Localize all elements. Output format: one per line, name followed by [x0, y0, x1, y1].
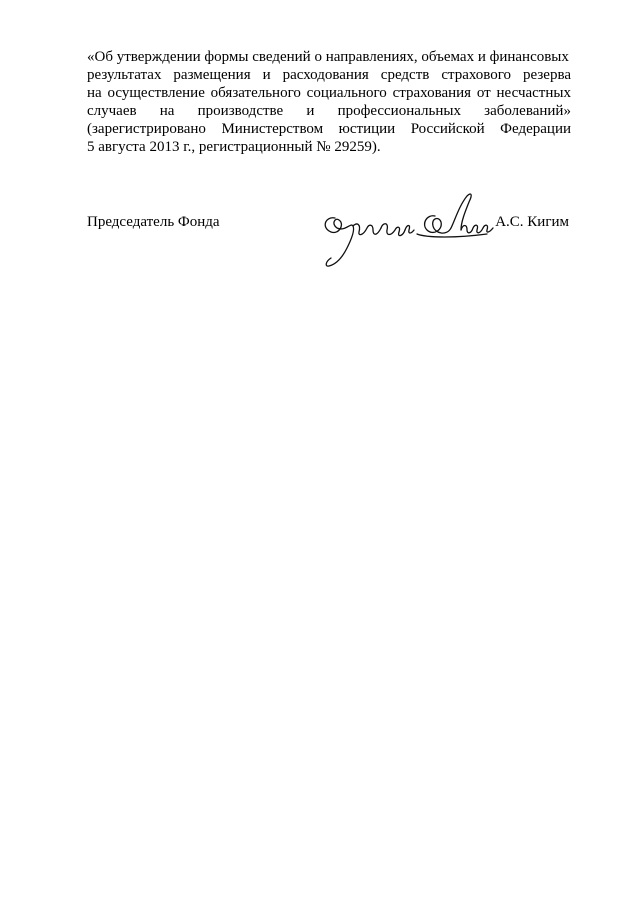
word: (зарегистрировано: [87, 121, 206, 137]
word: от: [476, 85, 491, 101]
handwritten-signature: [317, 180, 497, 280]
word: юстиции: [338, 121, 396, 137]
word: несчастных: [496, 85, 571, 101]
signature-block: [87, 210, 571, 280]
body-line-2: [87, 66, 571, 84]
signatory-role: Председатель Фонда: [87, 214, 220, 230]
word: социального: [306, 85, 387, 101]
body-line-6: 5 августа 2013 г., регистрационный № 29259).: [87, 139, 381, 155]
word: на: [87, 85, 102, 101]
word: размещения: [173, 67, 251, 83]
word: расходования: [282, 67, 369, 83]
word: обязательного: [210, 85, 301, 101]
word: случаев: [87, 103, 137, 119]
body-line-3: [87, 84, 571, 102]
word: и: [262, 67, 271, 83]
word: резерва: [523, 67, 571, 83]
word: страхования: [392, 85, 472, 101]
word: и: [306, 103, 315, 119]
word: Министерством: [221, 121, 324, 137]
word: на: [159, 103, 175, 119]
signatory-name: А.С. Кигим: [495, 214, 569, 230]
word: страхового: [441, 67, 512, 83]
word: производстве: [197, 103, 284, 119]
word: результатах: [87, 67, 162, 83]
body-line-5: [87, 120, 571, 138]
word: Российской: [410, 121, 485, 137]
word: средств: [380, 67, 430, 83]
word: профессиональных: [337, 103, 461, 119]
body-line-4: [87, 102, 571, 120]
word: осуществление: [107, 85, 205, 101]
document-body: [87, 48, 571, 156]
word: Федерации: [500, 121, 571, 137]
word: заболеваний»: [484, 103, 571, 119]
body-line-1: «Об утверждении формы сведений о направлениях, объемах и финансовых: [87, 49, 569, 65]
